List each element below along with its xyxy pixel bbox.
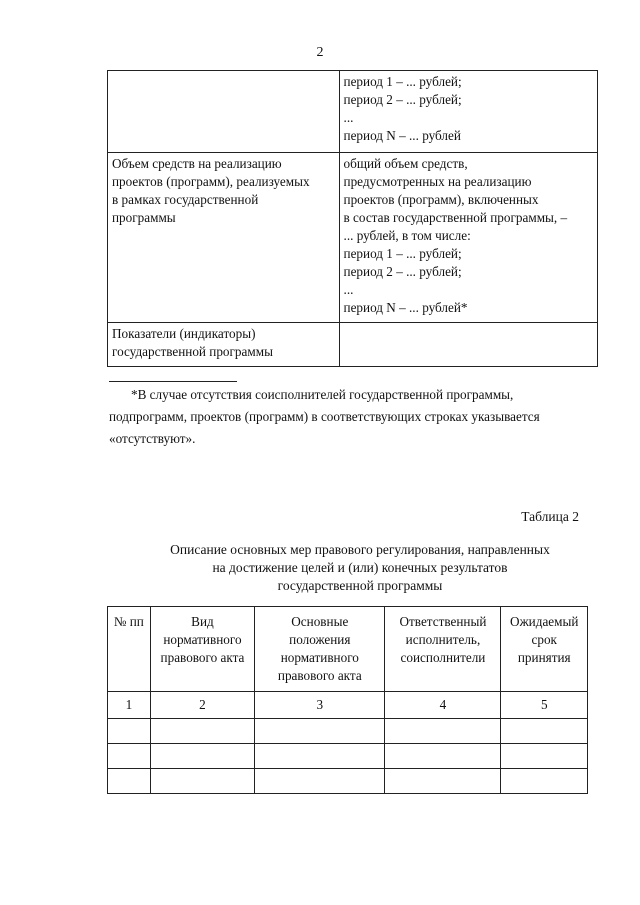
table-cell-label [108,153,340,323]
value-line: период 2 – ... рублей; [343,264,462,279]
table-cell-label [108,71,340,153]
value-line: период N – ... рублей [343,128,461,143]
header-line: Ответственный [399,614,487,629]
header-cell [255,607,385,692]
value-line: ... [343,282,354,297]
header-line: срок [531,632,557,647]
header-line: нормативного [163,632,242,647]
table-title-line: государственной программы [277,578,443,593]
table-cell [108,719,151,744]
table-cell [255,744,385,769]
table-cell [385,769,501,794]
table-cell-value [339,153,597,323]
value-line: в состав государственной программы, – [343,210,568,225]
table-cell [385,719,501,744]
table-row [108,769,588,794]
header-line: нормативного [280,650,359,665]
header-line: принятия [517,650,571,665]
value-line: ... рублей, в том числе: [343,228,471,243]
footnote-line: подпрограмм, проектов (программ) в соответствующих строках указывается [109,409,540,424]
table-cell [385,744,501,769]
header-cell [150,607,254,692]
label-line: проектов (программ), реализуемых [112,174,310,189]
table-cell [150,744,254,769]
column-number: 2 [150,692,254,719]
header-line: Вид [191,614,214,629]
table-row [108,744,588,769]
footnote-line: «отсутствуют». [109,431,196,446]
value-line: ... [343,110,354,125]
table-cell [501,769,588,794]
table-header-row [108,607,588,692]
value-line: общий объем средств, [343,156,468,171]
table-cell-value [339,71,597,153]
header-line: Основные [291,614,349,629]
table-row [108,153,598,323]
column-number: 1 [108,692,151,719]
table-row [108,323,598,367]
header-line: положения [289,632,351,647]
column-number: 3 [255,692,385,719]
column-number: 5 [501,692,588,719]
header-cell [108,607,151,692]
footnote-line: *В случае отсутствия соисполнителей государственной программы, [131,387,514,402]
header-line: № пп [113,614,144,629]
table-cell [108,769,151,794]
footnote [109,384,607,450]
header-line: соисполнители [400,650,486,665]
value-line: проектов (программ), включенных [343,192,539,207]
table-cell-value [339,323,597,367]
table-title [0,541,640,595]
column-number: 4 [385,692,501,719]
table-title-line: на достижение целей и (или) конечных результатов [212,560,508,575]
column-number-row [108,692,588,719]
header-cell [501,607,588,692]
table-row [108,719,588,744]
table-cell [255,719,385,744]
legal-measures-table [107,606,588,794]
table-cell [150,719,254,744]
value-line: предусмотренных на реализацию [343,174,532,189]
table-cell [501,744,588,769]
value-line: период 1 – ... рублей; [343,246,462,261]
table-title-line: Описание основных мер правового регулирования, направленных [170,542,550,557]
table-label: Таблица 2 [521,509,579,524]
value-line: период N – ... рублей* [343,300,468,315]
header-line: правового акта [277,668,362,683]
label-line: Объем средств на реализацию [112,156,282,171]
footnote-rule [109,381,237,382]
table-cell [255,769,385,794]
table-row [108,71,598,153]
table-cell [108,744,151,769]
label-line: государственной программы [112,344,273,359]
table-cell-label [108,323,340,367]
label-line: программы [112,210,176,225]
value-line: период 2 – ... рублей; [343,92,462,107]
table-cell [150,769,254,794]
table-cell [501,719,588,744]
program-passport-table [107,70,598,367]
label-line: Показатели (индикаторы) [112,326,256,341]
label-line: в рамках государственной [112,192,259,207]
header-line: правового акта [160,650,245,665]
header-line: Ожидаемый [510,614,579,629]
page-number: 2 [316,45,324,60]
header-cell [385,607,501,692]
value-line: период 1 – ... рублей; [343,74,462,89]
header-line: исполнитель, [405,632,481,647]
